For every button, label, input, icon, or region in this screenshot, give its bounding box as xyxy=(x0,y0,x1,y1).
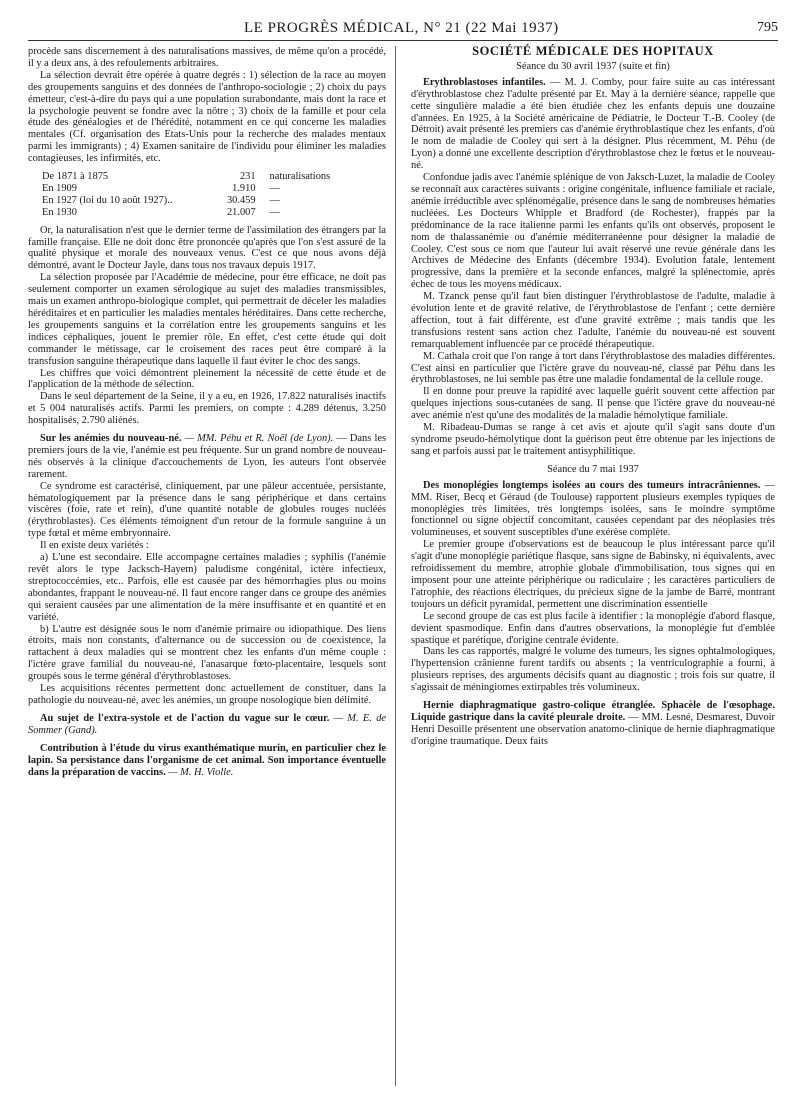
stat-unit: — xyxy=(269,194,280,206)
stat-label: De 1871 à 1875 xyxy=(42,171,109,183)
article-title: Contribution à l'étude du virus exanthématique murin, en particulier chez le lapin. Sa persistance dans l'organisme de cet animal. Son importance éventuelle dans la préparation de vaccins. xyxy=(28,742,386,778)
paragraph: Confondue jadis avec l'anémie splénique de von Jaksch-Luzet, la maladie de Cooley se reconnaît aux caractères suivants : origine congénitale, influence familiale et raciale, anémie irréductible avec splénomégalie, présence dans le sang de nombreuses hématies nucléées. Les Docteurs Whipple et Bradford (de Rochester), frappés par la prédominance de la race italienne parmi les enfants qu'ils ont observés, proposent le nom de thalassanémie ou d'anémie méditerranéenne pour désigner la maladie de Cooley. C'est sous ce nom que l'auteur lui avait réservé une revue générale dans les Archives de Médecine des Enfants (décembre 1934). Evolution fatale, lentement progressive, dans la première et la seconde enfances, malgré la splénectomie, après échec de tous les moyens médicaux. xyxy=(411,172,775,291)
paragraph: Dans les cas rapportés, malgré le volume des tumeurs, les signes ophtalmologiques, l'hypertension crânienne furent tardifs ou absents ; la ventriculographie a fourni, à plusieurs reprises, des arguments décisifs quant au diagnostic ; trois fois sur quatre, il s'agissait de méningiomes extirpables très volumineux. xyxy=(411,646,775,694)
article-title: Des monoplégies longtemps isolées au cours des tumeurs intracrâniennes. xyxy=(423,479,761,491)
stat-value: 21.007 xyxy=(226,206,256,218)
table-row xyxy=(42,195,386,207)
paragraph: procède sans discernement à des naturalisations massives, de même qu'on a procédé, il y a deux ans, à des refoulements arbitraires. xyxy=(28,46,386,69)
article-monoplegies xyxy=(411,480,775,540)
article-authors: — MM. Péhu et R. Noël (de Lyon). xyxy=(181,433,334,445)
session-date: Séance du 7 mai 1937 xyxy=(547,463,639,475)
running-header xyxy=(28,18,778,41)
column-divider xyxy=(395,46,396,1086)
session-date: Séance du 30 avril 1937 (suite et fin) xyxy=(516,60,670,72)
journal-title: LE PROGRÈS MÉDICAL, N° 21 (22 Mai 1937) xyxy=(244,20,559,36)
paragraph: Il en donne pour preuve la rapidité avec laquelle guérit souvent cette affection par quelques injections sous-cutanées de sang. Il pense que l'ictère grave du nouveau-né avec anémie n'est qu'une des modalités de la maladie hémolytique familiale. xyxy=(411,386,775,422)
stat-unit: — xyxy=(269,206,280,218)
paragraph: Il en existe deux variétés : xyxy=(40,540,149,552)
stat-value: 1.910 xyxy=(232,182,256,194)
paragraph: b) L'autre est désignée sous le nom d'anémie primaire ou idiopathique. Des liens étroits, mais non constants, d'alternance ou de succession ou de coexistence, la rattachent à deux maladies qui se montrent chez les enfants d'un même couple : l'ictère grave familial du nouveau-né, l'anasarque fœto-placentaire, lesquels sont groupés sous le terme général d'érythroblastoses. xyxy=(28,623,386,683)
article-title: Sur les anémies du nouveau-né. xyxy=(40,433,182,445)
article-authors: — M. E. de Sommer (Gand). xyxy=(28,712,387,736)
table-row xyxy=(42,183,386,195)
paragraph: Les chiffres que voici démontrent pleinement la nécessité de cette étude et de l'application de la méthode de sélection. xyxy=(28,367,386,391)
article-vague xyxy=(28,713,386,737)
article-hernie xyxy=(411,700,775,748)
paragraph: Le second groupe de cas est plus facile à identifier : la monoplégie d'abord flasque, devient spasmodique. Enfin dans d'autres observations, la monoplégie fut d'emblée spastique et parétique, d'origine centrale évidente. xyxy=(411,610,775,646)
paragraph: M. Cathala croit que l'on range à tort dans l'érythroblastose des maladies différentes. C'est ainsi en particulier que l'ictère grave du nouveau-né, classé par Péhu dans les érythroblastoses, ne lui semble pas être une maladie fondamental de la cellule rouge. xyxy=(411,350,775,386)
right-column xyxy=(411,46,775,748)
article-text: — M. J. Comby, pour faire suite au cas intéressant d'érythroblastose chez l'adulte présenté par Et. May à la dernière séance, rappelle que cette singulière maladie a été bien étudiée chez les enfants depuis une douzaine d'années. En 1925, à la Société américaine de Pédiatrie, le Docteur T.-B. Cooley (de Détroit) avait présenté les premiers cas d'anémie érythroblastique chez les enfants, d'où le nom de maladie de Cooley qui sert à la désigner. Plus récemment, M. Péhu (de Lyon) a donné une excellente description d'érythroblastose chez le fœtus et le nouveau-né. xyxy=(411,76,775,172)
stat-unit: naturalisations xyxy=(269,171,331,183)
paragraph: M. Tzanck pense qu'il faut bien distinguer l'érythroblastose de l'adulte, maladie à évolution lente et de gravité relative, de l'érythroblastose de l'enfant ; cette dernière affection, tout à fait différente, est d'une gravité extrême ; mais tandis que les transfusions restent sans action chez l'adulte, l'anémie du nouveau-né est souvent remarquablement influencée par ce procédé thérapeutique. xyxy=(411,291,775,350)
stat-label: En 1927 (loi du 10 août 1927).. xyxy=(42,194,173,206)
article-virus xyxy=(28,743,386,779)
paragraph: La sélection devrait être opérée à quatre degrés : 1) sélection de la race au moyen des groupements sanguins et des données de l'anthropo-sociologie ; 2) choix du pays émetteur, c'est-à-dire du pays qui a une population surabondante, mais dont la race et la psychologie peuvent se fondre avec la nôtre ; 3) choix de la famille et pour cela étude des généalogies et de l'hérédité, notamment en ce qui concerne les maladies mentales (Cf. organisation des Etats-Unis pour la recherche des malades mentaux parmi les immigrants) ; 4) Examen sanitaire de l'individu pour éliminer les maladies contagieuses, les infirmités, etc. xyxy=(28,69,386,165)
table-row xyxy=(42,207,386,219)
left-column xyxy=(28,46,386,778)
paragraph: a) L'une est secondaire. Elle accompagne certaines maladies ; syphilis (l'anémie revêt alors le type Jacksch-Hayem) paludisme congénital, ictère infectieux, streptococcémies, etc.. Parfois, elle est causée par des hémorrhagies plus ou moins abondantes, frappant le nouveau-né. Il faut encore ranger dans ce groupe des anémies qui seraient causées par une alimentation de la mère insuffisante et en quantité et en variété. xyxy=(28,552,386,623)
article-anemies-intro xyxy=(28,433,386,481)
article-title: Erythroblastoses infantiles. xyxy=(423,76,546,88)
stat-value: 231 xyxy=(239,171,256,183)
naturalisation-stats-table xyxy=(42,171,386,219)
paragraph: Le premier groupe d'observations est de beaucoup le plus intéressant parce qu'il s'agit d'une monoplégie pariétique flasque, sans signe de Babinsky, ni équivalents, avec refroidissement du membre, atrophie globale d'immobilisation, tous signes qui en imposent pour une atteinte périphérique ou radiculaire ; les caractères particuliers de l'atrophie, des réactions électriques, du précieux signe de la jambe de Barré, montrant toujours un déficit pyramidal, permettent une discrimination essentielle xyxy=(411,539,775,610)
paragraph: Dans le seul département de la Seine, il y a eu, en 1926, 17.822 naturalisés inactifs et 5 004 naturalisés actifs. Parmi les premiers, on compte : 4.289 détenus, 3.250 hospitalisés, 2.790 aliénés. xyxy=(28,391,386,427)
paragraph: La sélection proposée par l'Académie de médecine, pour être efficace, ne doit pas seulement comporter un examen sérologique au sujet des maladies transmissibles, mais un examen anthropo-biologique complet, qui permettrait de déceler les maladies héréditaires et en particulier les maladies mentales héréditaires. Dans cette recherche, les groupements sanguins et la corrélation entre les groupements sanguins et les indices céphaliques, jouent le premier rôle. En effet, c'est cette étude qui doit commander le métissage, car le croisement des races peut être comparé à la transfusion sanguine thérapeutique dans laquelle il faut éviter le choc des sangs. xyxy=(28,272,386,367)
article-title: Hernie diaphragmatique gastro-colique étranglée. Sphacèle de l'œsophage. Liquide gastrique dans la cavité pleurale droite. xyxy=(411,700,775,723)
paragraph: Or, la naturalisation n'est que le dernier terme de l'assimilation des étrangers par la famille française. Elle ne doit donc être prononcée qu'après que l'on s'est assuré de la qualité physique et morale des nouveaux venus. C'est ce que nous avons déjà démontré, avant le Docteur Jayle, dans tous nos travaux depuis 1917. xyxy=(28,224,386,272)
stat-label: En 1930 xyxy=(42,206,77,218)
article-title: Au sujet de l'extra-systole et de l'action du vague sur le cœur. xyxy=(40,712,330,724)
article-erythroblastoses xyxy=(411,77,775,172)
section-heading: SOCIÉTÉ MÉDICALE DES HOPITAUX xyxy=(472,44,714,58)
article-text: — MM. Lesné, Desmarest, Duvoir Henri Desoille présentent une observation anatomo-clinique de hernie diaphragmatique d'origine traumatique. Deux faits xyxy=(411,711,775,747)
stat-unit: — xyxy=(269,182,280,194)
paragraph: M. Ribadeau-Dumas se range à cet avis et ajoute qu'il s'agit sans doute d'un syndrome pseudo-hémolytique dont la guérison peut être obtenue par les injections de sang et parfois aussi par le traitement antisyphilitique. xyxy=(411,422,775,457)
stat-label: En 1909 xyxy=(42,182,77,194)
page-number: 795 xyxy=(757,20,778,35)
stat-value: 30.459 xyxy=(226,194,256,206)
article-text: — MM. Riser, Becq et Géraud (de Toulouse) rapportent plusieurs exemples typiques de monoplégies très limitées, très longtemps isolées, sans le moindre symptôme fonctionnel ou signe objectif concomitant, causées cependant par des néoplasies très volumineuses, et souvent susceptibles d'une exérèse complète. xyxy=(411,479,775,539)
article-authors: — M. H. Violle. xyxy=(165,766,234,778)
paragraph: Ce syndrome est caractérisé, cliniquement, par une pâleur accentuée, persistante, hématologiquement par la présence dans le sang périphérique et dans certains viscères (foie, rate et rein), d'une quantité notable de globules rouges nucléés (érythroblastes). Ces éléments témoignent d'un retour de la formule sanguine à un type fœtal et même embryonnaire. xyxy=(28,480,386,540)
table-row xyxy=(42,171,386,183)
article-text: — Dans les premiers jours de la vie, l'anémie est peu fréquente. Sur un grand nombre de nouveau-nés observés à la clinique d'accouchements de Lyon, les auteurs l'ont observée rarement. xyxy=(28,433,386,480)
paragraph: Les acquisitions récentes permettent donc actuellement de constituer, dans la pathologie du nouveau-né, avec les anémies, un groupe nosologique bien délimité. xyxy=(28,683,386,706)
